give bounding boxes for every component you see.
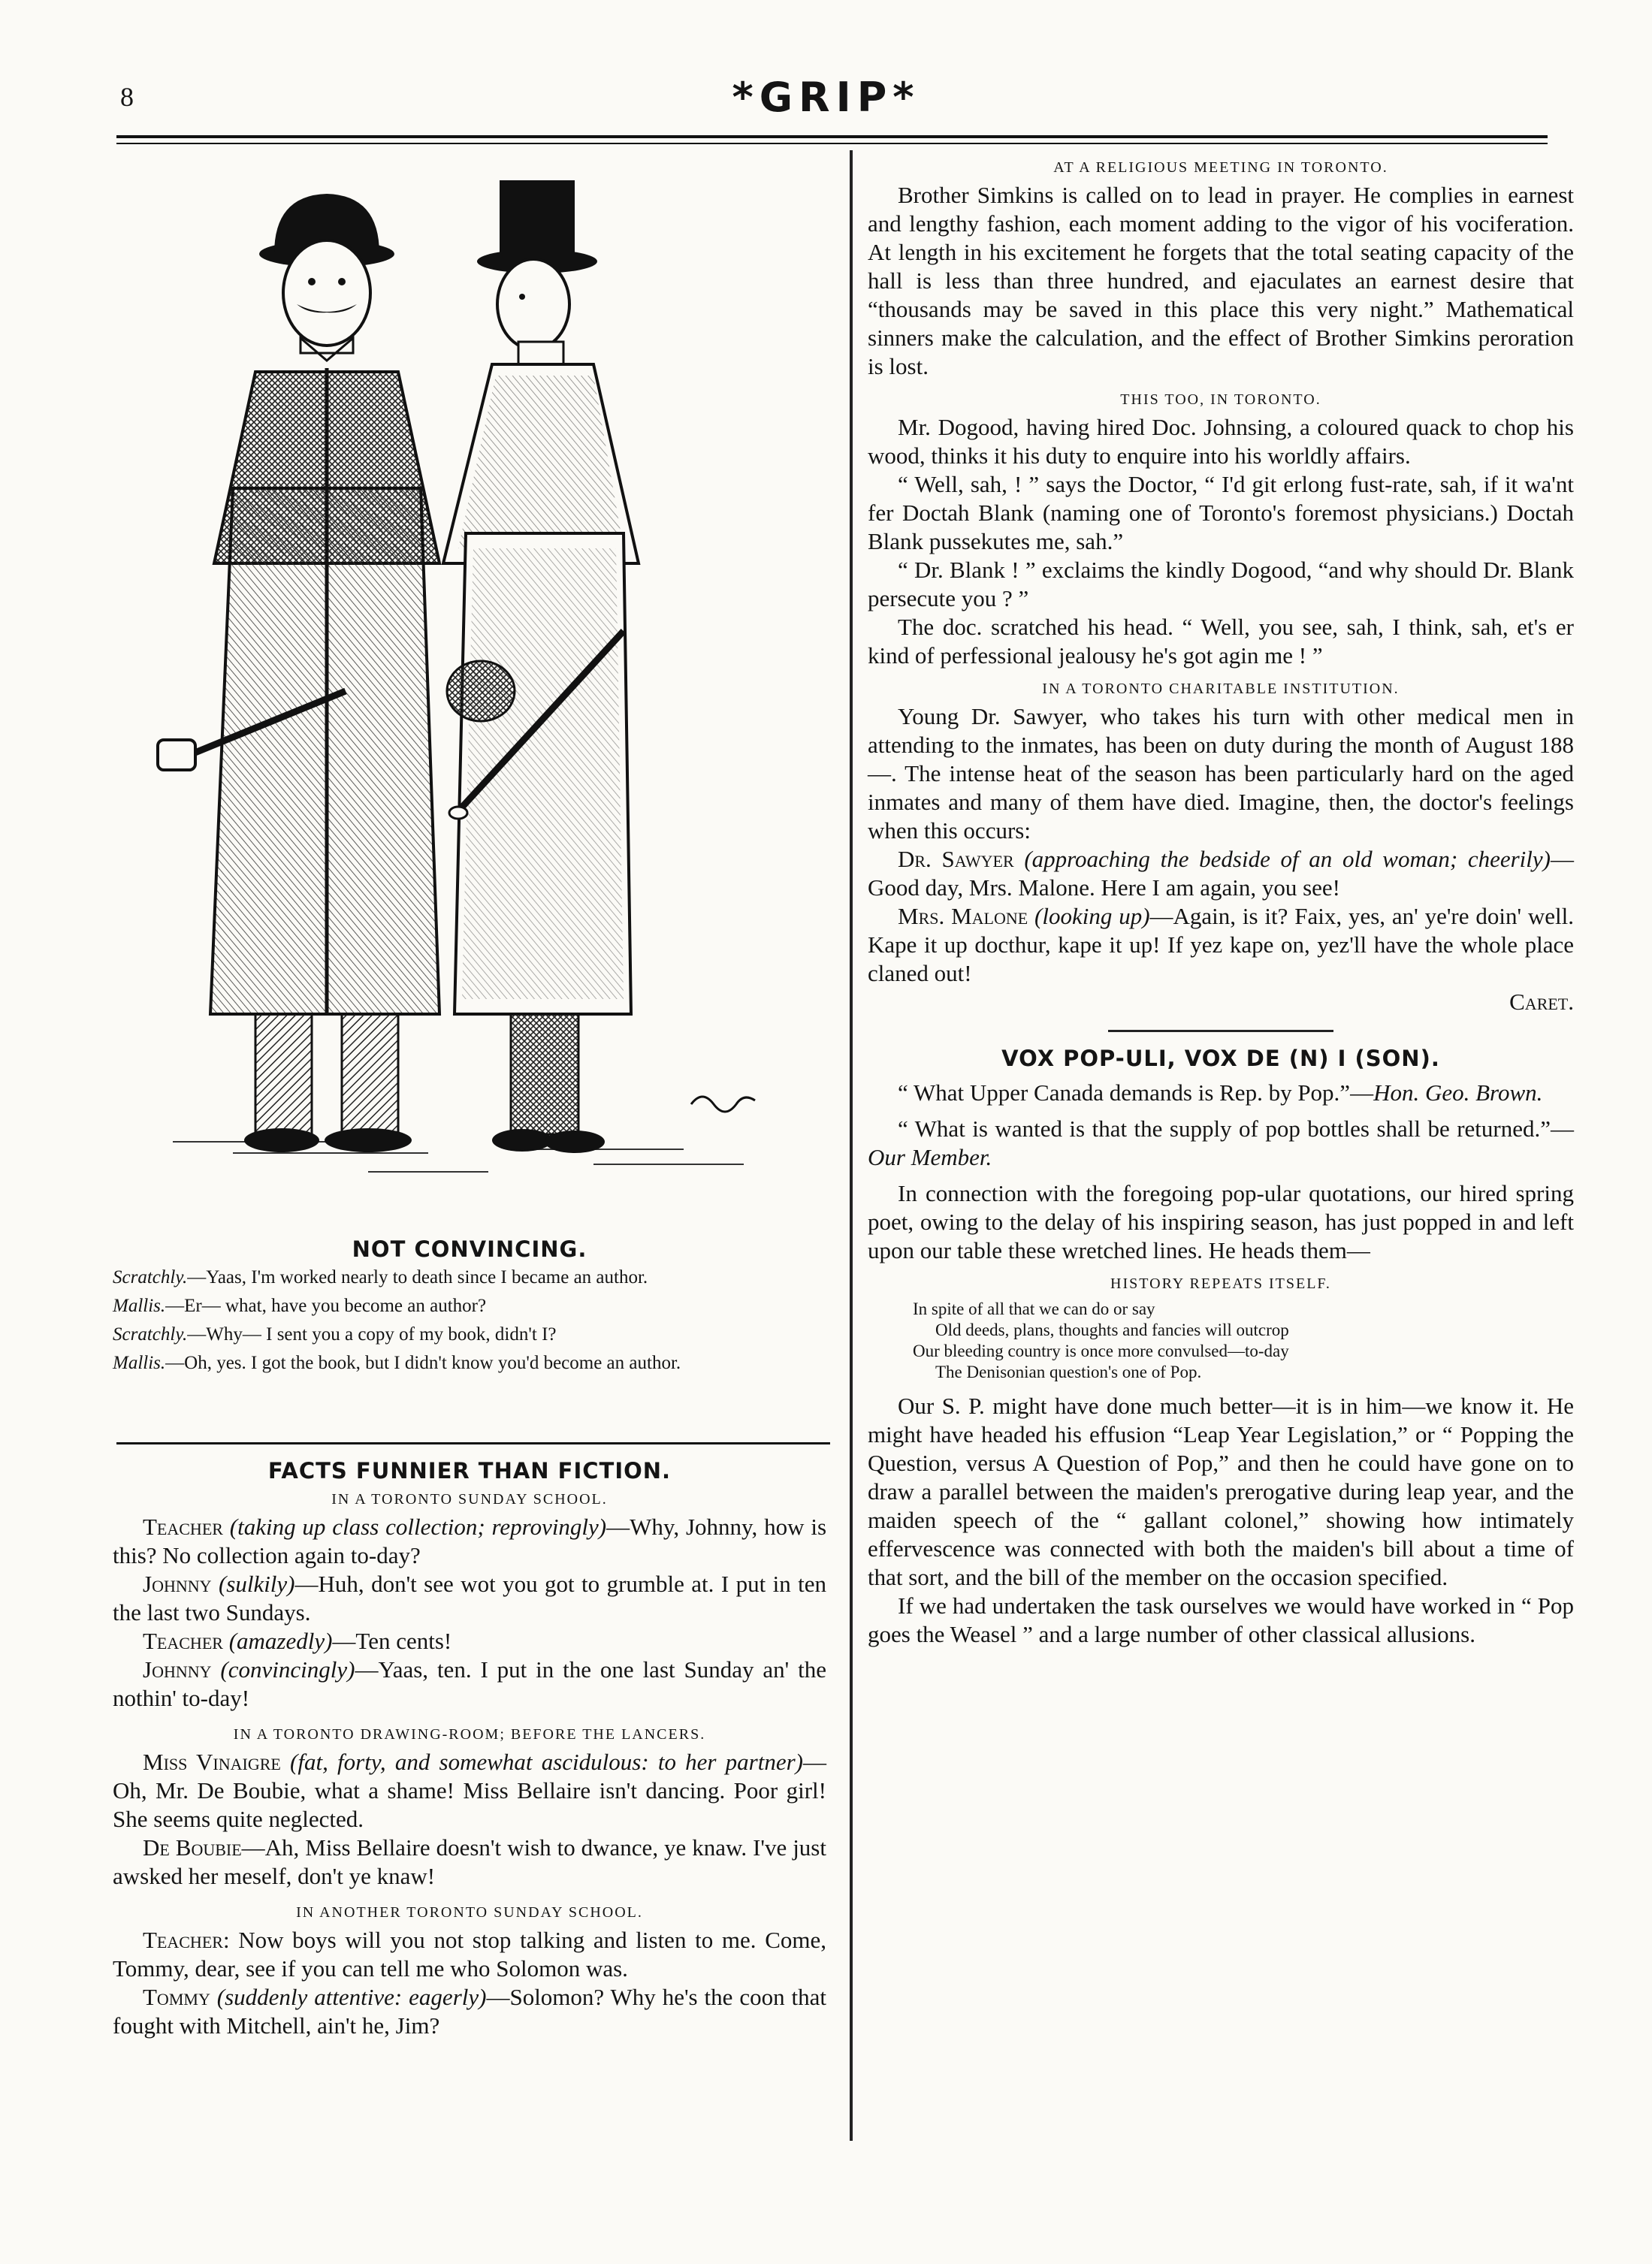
section-rule [1108,1030,1333,1032]
caption-line-4: Mallis.—Oh, yes. I got the book, but I didn't know you'd become an author. [113,1353,681,1373]
figure-left [158,194,439,1152]
para-sawyer-line: Dr. Sawyer (approaching the bedside of an old woman; cheerily)—Good day, Mrs. Malone. Here I am again, you see! [868,846,1574,901]
poem-line: The Denisonian question's one of Pop. [935,1363,1202,1381]
masthead: *GRIP* [732,74,920,121]
vox-quote-2: “ What is wanted is that the supply of pop bottles shall be returned.”—Our Member. [868,1115,1574,1170]
para-malone-line: Mrs. Malone (looking up)—Again, is it? Faix, yes, an' ye're doin' well. Kape it up docthur, kape it up! If yez kape on, yez'll have the whole place claned out! [868,903,1575,986]
header-rule-top [116,135,1548,138]
para-exclaims: “ Dr. Blank ! ” exclaims the kindly Dogood, “and why should Dr. Blank persecute you ? ” [868,557,1574,611]
header-rule-bottom [116,143,1548,144]
dialogue-line: Tommy (suddenly attentive: eagerly)—Solomon? Why he's the coon that fought with Mitchell, ain't he, Jim? [113,1984,826,2039]
page-number: 8 [120,82,134,112]
poem-line: Our bleeding country is once more convulsed—to-day [913,1342,1289,1360]
poem-line: Old deeds, plans, thoughts and fancies will outcrop [935,1321,1289,1339]
head-religious-meeting: AT A RELIGIOUS MEETING IN TORONTO. [1053,159,1388,176]
right-column [868,159,1574,1649]
sec1-heading: IN A TORONTO SUNDAY SCHOOL. [331,1491,608,1508]
dialogue-line: Johnny (sulkily)—Huh, don't see wot you got to grumble at. I put in ten the last two Sundays. [113,1571,827,1626]
cartoon-caption [113,1232,826,1375]
vox-para-1: In connection with the foregoing pop-ular quotations, our hired spring poet, owing to the delay of his inspiring season, has just popped in and left upon our table these wretched lines. He heads them— [868,1180,1574,1263]
poem-heading: HISTORY REPEATS ITSELF. [1110,1275,1331,1292]
dialogue-line: Teacher: Now boys will you not stop talking and listen to me. Come, Tommy, dear, see if you can tell me who Solomon was. [113,1927,826,1982]
signature-caret: Caret. [1509,989,1574,1015]
para-dogood: Mr. Dogood, having hired Doc. Johnsing, a coloured quack to chop his wood, thinks it his duty to enquire into his worldly affairs. [868,414,1574,469]
para-simkins: Brother Simkins is called on to lead in prayer. He complies in earnest and lengthy fashion, each moment adding to the vigor of his vociferation. At length in his excitement he forgets that the total seating capacity of the hall is less than three hundred, and ejaculates an earnest desire that “thousands may be saved in this place this very night.” Mathematical sinners make the calculation, and the effect of Brother Simkins peroration is lost. [868,182,1574,379]
dialogue-line: Teacher (amazedly)—Ten cents! [143,1628,452,1654]
vox-para-3: If we had undertaken the task ourselves we would have worked in “ Pop goes the Weasel ” and a large number of other classical allusions. [868,1592,1574,1647]
dialogue-line: Teacher (taking up class collection; reprovingly)—Why, Johnny, how is this? No collection again to-day? [113,1514,827,1568]
facts-title: FACTS FUNNIER THAN FICTION. [267,1458,672,1484]
sec2-heading: IN A TORONTO DRAWING-ROOM; BEFORE THE LANCERS. [233,1726,706,1743]
vox-title: VOX POP-ULI, VOX DE (N) I (SON). [1001,1046,1440,1071]
head-charitable: IN A TORONTO CHARITABLE INSTITUTION. [1042,681,1400,697]
column-divider [850,150,853,2141]
vox-para-2: Our S. P. might have done much better—it is in him—we know it. He might have headed his effusion “Leap Year Legislation,” or “ Popping the Question, versus A Question of Pop,” and then he could have gone on to draw a parallel between the maiden's prerogative during leap year, and the maiden speech of the “ gallant colonel,” showing how intimately effervescence was connected with both the maiden's bill about a time of that sort, and the bill of the member on the occasion specified. [868,1393,1574,1590]
vox-quote-1: “ What Upper Canada demands is Rep. by Pop.”—Hon. Geo. Brown. [898,1079,1543,1106]
sec3-heading: IN ANOTHER TORONTO SUNDAY SCHOOL. [296,1904,643,1921]
para-doctor: “ Well, sah, ! ” says the Doctor, “ I'd git erlong fust-rate, sah, if it wa'nt fer Doctah Blank (naming one of Toronto's foremost physicians.) Doctah Blank pussekutes me, sah.” [868,471,1574,554]
para-sawyer: Young Dr. Sawyer, who takes his turn with other medical men in attending to the inmates, has been on duty during the month of August 188—. The intense heat of the season has been particularly hard on the aged inmates and many of them have died. Imagine, then, the doctor's feelings when this occurs: [868,703,1574,844]
para-scratched: The doc. scratched his head. “ Well, you see, sah, I think, sah, et's er kind of perfessional jealousy he's got agin me ! ” [868,614,1574,669]
poem [913,1299,1574,1383]
caption-line-3: Scratchly.—Why— I sent you a copy of my book, didn't I? [113,1324,557,1345]
artist-signature [691,1097,755,1112]
caption-title: NOT CONVINCING. [352,1236,587,1262]
head-this-too: THIS TOO, IN TORONTO. [1120,391,1321,408]
left-section-rule [116,1442,830,1444]
dialogue-line: Miss Vinaigre (fat, forty, and somewhat ascidulous: to her partner)—Oh, Mr. De Boubie, what a shame! Miss Bellaire isn't dancing. Poor girl! She seems quite neglected. [113,1749,826,1832]
cartoon-illustration [143,173,796,1209]
caption-line-2: Mallis.—Er— what, have you become an author? [113,1296,487,1316]
caption-line-1: Scratchly.—Yaas, I'm worked nearly to death since I became an author. [113,1267,648,1287]
figure-right [443,180,639,1153]
dialogue-line: Johnny (convincingly)—Yaas, ten. I put in the one last Sunday an' the nothin' to-day! [113,1656,826,1711]
poem-line: In spite of all that we can do or say [913,1300,1155,1318]
facts-section [113,1453,826,2040]
dialogue-line: De Boubie—Ah, Miss Bellaire doesn't wish to dwance, ye knaw. I've just awsked her meself, don't ye knaw! [113,1834,826,1889]
